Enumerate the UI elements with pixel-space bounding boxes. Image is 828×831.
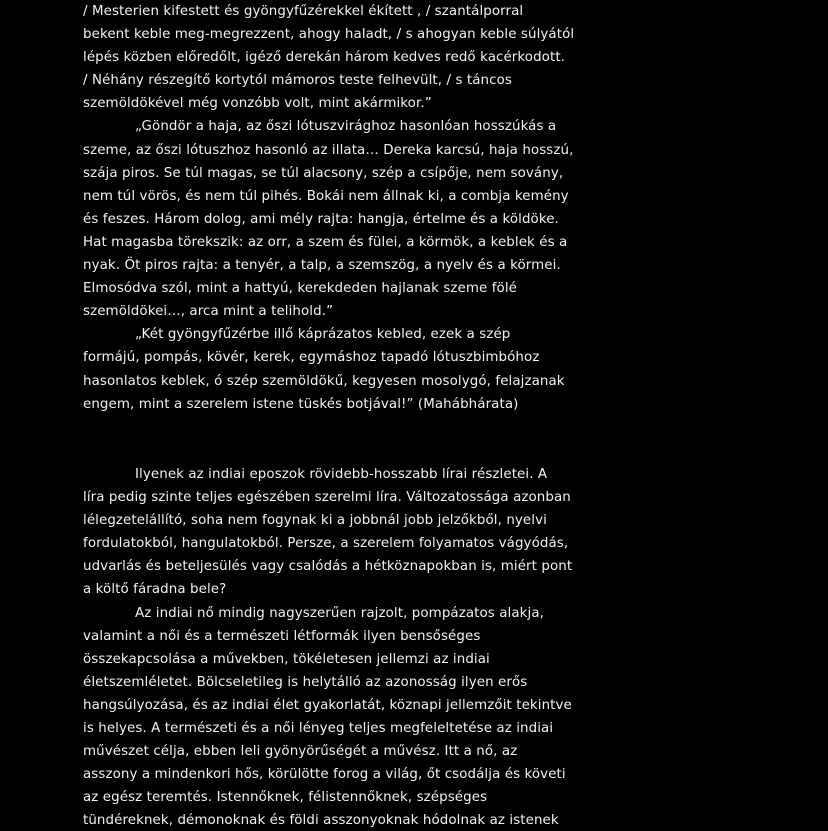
text-line: tündéreknek, démonoknak és földi asszonyoknak hódolnak az istenek	[83, 813, 559, 829]
text-line: lélegzetelállító, soha nem fogynak ki a jobbnál jobb jelzőkből, nyelvi	[83, 513, 547, 529]
text-line: bekent keble meg-megrezzent, ahogy haladt, / s ahogyan keble súlyától	[83, 27, 575, 43]
text-line: Ilyenek az indiai eposzok rövidebb-hosszabb lírai részletei. A	[135, 467, 548, 482]
text-line: / Néhány részegítő kortytól mámoros teste felhevült, / s táncos	[83, 73, 512, 89]
text-line: / Mesterien kifestett és gyöngyfűzérekkel ékített , / szantálporral	[83, 4, 524, 19]
text-line: Hat magasba törekszik: az orr, a szem és fülei, a körmök, a keblek és a	[83, 234, 568, 250]
text-line: fordulatokból, hangulatokból. Persze, a szerelem folyamatos vágyódás,	[83, 536, 569, 552]
text-line: művészet célja, ebben leli gyönyörűségét a művész. Itt a nő, az	[83, 744, 518, 760]
text-line: is helyes. A természeti és a női lényeg teljes megfeleltetése az indiai	[83, 721, 554, 737]
text-line: „Göndör a haja, az őszi lótuszvirághoz hasonlóan hosszúkás a	[135, 119, 557, 135]
body-text-block	[83, 463, 573, 831]
text-line: asszony a mindenkori hős, körülötte forog a világ, őt csodálja és követi	[83, 767, 566, 783]
text-line: hasonlatos keblek, ó szép szemöldökű, kegyesen mosolygó, felajzanak	[83, 373, 565, 389]
text-line: líra pedig szinte teljes egészében szerelmi líra. Változatossága azonban	[83, 490, 571, 506]
text-line: és feszes. Három dolog, ami mély rajta: hangja, értelme és a köldöke.	[83, 211, 559, 227]
text-line: szemöldökei…, arca mint a telihold.”	[83, 304, 334, 320]
text-line: Az indiai nő mindig nagyszerűen rajzolt, pompázatos alakja,	[135, 605, 545, 621]
text-line: szemöldökével még vonzóbb volt, mint akármikor.”	[83, 96, 432, 112]
text-line: „Két gyöngyfűzérbe illő káprázatos kebled, ezek a szép	[135, 327, 511, 343]
text-line: a költő fáradna bele?	[83, 582, 227, 598]
text-line: engem, mint a szerelem istene tüskés botjával!” (Mahábhárata)	[83, 396, 519, 412]
text-line: hangsúlyozása, és az indiai élet gyakorlatát, köznapi jellemzőit tekintve	[83, 697, 572, 713]
quoted-verse-block	[83, 0, 575, 416]
text-line: nem túl vörös, és nem túl pihés. Bokái nem állnak ki, a combja kemény	[83, 188, 569, 204]
text-line: szeme, az őszi lótuszhoz hasonló az illata… Dereka karcsú, haja hosszú,	[83, 142, 574, 158]
text-line: szája piros. Se túl magas, se túl alacsony, szép a csípője, nem sovány,	[83, 165, 564, 181]
text-line: az egész teremtés. Istennőknek, félistennőknek, szépséges	[83, 790, 488, 806]
text-line: lépés közben előredőlt, igéző derekán három kedves redő kacérkodott.	[83, 50, 566, 66]
text-line: udvarlás és beteljesülés vagy csalódás a hétköznapokban is, miért pont	[83, 559, 573, 575]
text-line: nyak. Öt piros rajta: a tenyér, a talp, a szemszög, a nyelv és a körmei.	[83, 258, 561, 274]
text-line: életszemléletet. Bölcseletileg is helytálló az azonosság ilyen erős	[83, 674, 528, 690]
text-line: Elmosódva szól, mint a hattyú, kerekdeden hajlanak szeme fölé	[83, 281, 517, 297]
text-line: formájú, pompás, kövér, kerek, egymáshoz tapadó lótuszbimbóhoz	[83, 350, 540, 366]
text-line: valamint a női és a természeti létformák ilyen bensőséges	[83, 628, 481, 644]
text-line: összekapcsolása a művekben, tökéletesen jellemzi az indiai	[83, 651, 490, 667]
